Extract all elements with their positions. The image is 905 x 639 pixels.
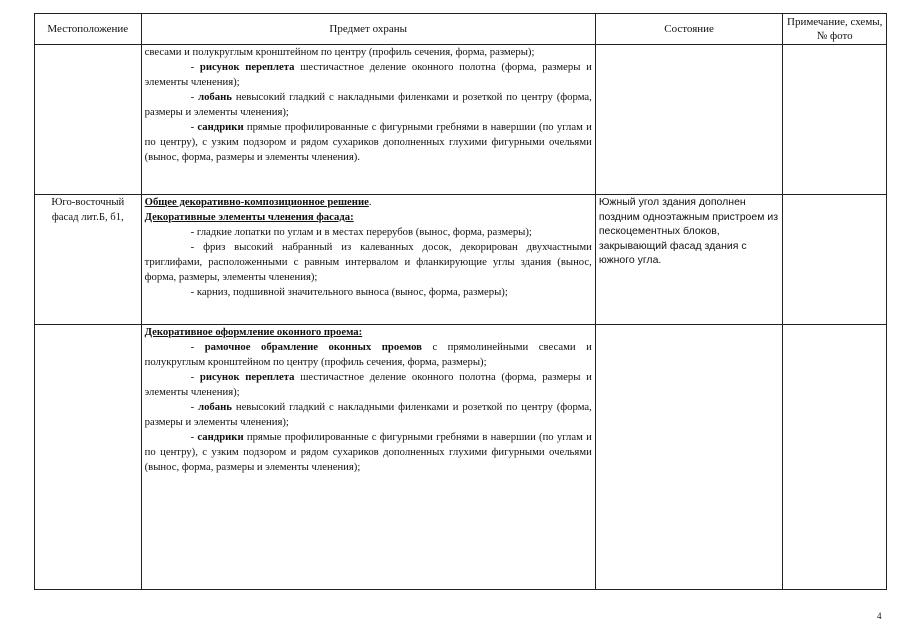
header-location: Местоположение: [35, 14, 142, 45]
section-heading: [145, 195, 592, 210]
term-bold: сандрики: [197, 431, 244, 443]
subject-paragraph: - рамочное обрамление оконных проемов с прямолинейными свесами и полукруглым кронштейном по центру (профиль сечения, форма, размеры);: [144, 341, 592, 368]
subject-item: - карниз, подшивной значительного выноса (вынос, форма, размеры);: [190, 286, 508, 298]
heading-text: Декоративное оформление оконного проема:: [144, 326, 363, 338]
subject-paragraph: - лобань невысокий гладкий с накладными филенками и розеткой по центру (форма, размеры и элементы членения);: [144, 91, 592, 118]
table-row: [35, 325, 887, 590]
subject-cell: [141, 195, 595, 325]
section-heading: [145, 325, 592, 340]
note-cell: [783, 45, 887, 195]
term-description: невысокий гладкий с накладными филенками и розеткой по центру (форма, размеры и элементы членения);: [144, 91, 592, 118]
location-cell: [35, 45, 142, 195]
term-description: прямые профилированные с фигурными гребнями в навершии (по углам и по центру), с узким подзором и рядом сухариков дополненных глухими фигурными очельями (вынос, форма, размеры и элементы членения);: [144, 431, 592, 473]
note-cell: [783, 325, 887, 590]
subject-paragraph: - рисунок переплета шестичастное деление оконного полотна (форма, размеры и элементы членения);: [144, 61, 592, 88]
subject-item: - гладкие лопатки по углам и в местах перерубов (вынос, форма, размеры);: [190, 226, 532, 238]
subject-paragraph: - лобань невысокий гладкий с накладными филенками и розеткой по центру (форма, размеры и элементы членения);: [144, 401, 592, 428]
term-bold: рисунок переплета: [199, 371, 295, 383]
term-bold: рисунок переплета: [199, 61, 295, 73]
term-description: невысокий гладкий с накладными филенками и розеткой по центру (форма, размеры и элементы членения);: [144, 401, 592, 428]
table-row: [35, 195, 887, 325]
subheading-text: Декоративные элементы членения фасада:: [144, 211, 354, 223]
term-description: прямые профилированные с фигурными гребнями в навершии (по углам и по центру), с узким подзором и рядом сухариков дополненных глухими фигурными очельями (вынос, форма, размеры и элементы членения).: [144, 121, 592, 163]
section-subheading: [145, 210, 592, 225]
term-bold: рамочное обрамление оконных проемов: [204, 341, 422, 353]
term-description: шестичастное деление оконного полотна (форма, размеры и элементы членения);: [144, 61, 592, 88]
subject-cell: [141, 45, 595, 195]
location-cell: Юго-восточный фасад лит.Б, б1,: [35, 195, 142, 325]
condition-cell: [595, 45, 783, 195]
term-bold: лобань: [198, 401, 232, 413]
condition-cell: [595, 325, 783, 590]
term-bold: сандрики: [197, 121, 244, 133]
subject-item: - фриз высокий набранный из калеванных досок, декорирован двухчастными триглифами, расположенными с равным интервалом и фланкирующие углы здания (вынос, форма, размеры, элементы членения);: [144, 241, 592, 283]
header-note: Примечание, схемы, № фото: [783, 14, 887, 45]
term-bold: лобань: [198, 91, 232, 103]
term-description: шестичастное деление оконного полотна (форма, размеры и элементы членения);: [144, 371, 592, 398]
condition-cell: Южный угол здания дополнен поздним одноэтажным пристроем из пескоцементных блоков, закрывающий фасад здания с южного угла.: [595, 195, 783, 325]
subject-paragraph: - сандрики прямые профилированные с фигурными гребнями в навершии (по углам и по центру), с узким подзором и рядом сухариков дополненных глухими фигурными очельями (вынос, форма, размеры и элементы членения).: [144, 121, 592, 163]
subject-paragraph: свесами и полукруглым кронштейном по центру (профиль сечения, форма, размеры);: [144, 46, 535, 58]
header-condition: Состояние: [595, 14, 783, 45]
heading-dot: .: [368, 196, 372, 208]
note-cell: [783, 195, 887, 325]
subject-paragraph: - рисунок переплета шестичастное деление оконного полотна (форма, размеры и элементы членения);: [144, 371, 592, 398]
subject-cell: [141, 325, 595, 590]
heading-text: Общее декоративно-композиционное решение: [144, 196, 369, 208]
table-header-row: [35, 14, 887, 45]
term-description: с прямолинейными свесами и полукруглым кронштейном по центру (профиль сечения, форма, размеры);: [144, 341, 592, 368]
page-number: 4: [877, 611, 882, 621]
location-cell: [35, 325, 142, 590]
table-row: [35, 45, 887, 195]
header-subject: Предмет охраны: [141, 14, 595, 45]
subject-paragraph: - сандрики прямые профилированные с фигурными гребнями в навершии (по углам и по центру), с узким подзором и рядом сухариков дополненных глухими фигурными очельями (вынос, форма, размеры и элементы членения);: [144, 431, 592, 473]
protection-subject-table: [34, 13, 887, 590]
